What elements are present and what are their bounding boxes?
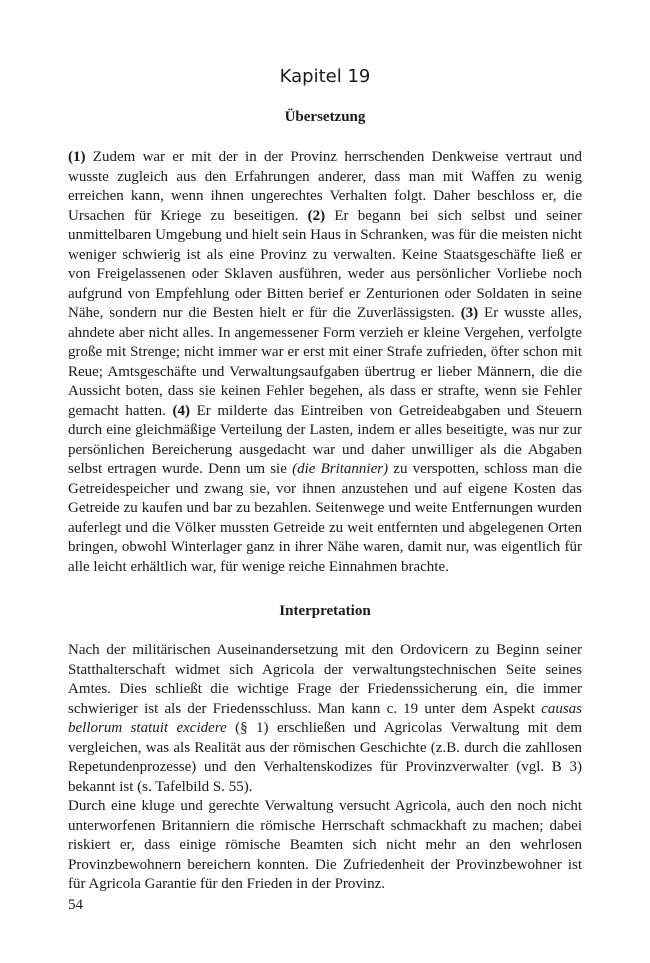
emphasis-text: causas bellorum statuit excidere — [68, 700, 582, 736]
text-run: Er wusste alles, ahndete aber nicht alles. In angemessener Form verzieh er kleine Vergehen, verfolgte große mit Strenge; nicht immer war er erst mit einer Strafe zufrieden, öfter schon mit Reue; Amtsgeschäfte und Verwaltungsaufgaben übertrug er lieber Männern, die die Aussicht boten, dass sie keinen Fehler begehen, als dass er strafte, wenn sie Fehler gemacht hatten. — [68, 305, 583, 419]
emphasis-text: (die Britannier) — [292, 461, 389, 477]
chapter-title: Kapitel 19 — [279, 66, 371, 87]
section-number: (2) — [307, 207, 326, 224]
text-run: Er milderte das Eintreiben von Getreideabgaben und Steuern durch eine gleichmäßige Verteilung der Lasten, indem er alles beseitigte, was nur zur persönlichen Bereicherung ausgedacht war und daher unwilliger als die Abgaben selbst ertragen wurde. Denn um sie — [68, 402, 582, 477]
section-number: (1) — [68, 149, 86, 165]
page-number: 54 — [68, 897, 83, 913]
translation-heading: Übersetzung — [284, 109, 366, 125]
translation-text — [68, 148, 582, 577]
text-run: (§ 1) erschließen und Agricolas Verwaltung mit dem vergleichen, was als Realität aus der römischen Geschichte (z.B. durch die zahllosen Repetundenprozesse) und den Verhaltenskodizes für Provinzverwalter (vgl. B 3) bekannt ist (s. Tafelbild S. 55). — [68, 720, 582, 795]
text-run: Zudem war er mit der in der Provinz herrschenden Denkweise vertraut und wusste zugleich aus den Erfahrungen anderer, dass man mit Waffen zu wenig erreichen kann, wenn ihnen ungerechtes Verhalten folgt. Daher beschloss er, die Ursachen für Kriege zu beseitigen. — [68, 149, 582, 224]
text-run: Durch eine kluge und gerechte Verwaltung versucht Agricola, auch den noch nicht unterworfenen Britanniern die römische Herrschaft schmackhaft zu machen; dabei riskiert er, dass einige römische Beamten sich nicht mehr an den wehrlosen Provinzbewohnern bereichern konnten. Die Zufriedenheit der Provinzbewohner ist für Agricola Garantie für den Frieden in der Provinz. — [68, 798, 582, 892]
section-number: (3) — [460, 305, 479, 321]
text-run: Er begann bei sich selbst und seiner unmittelbaren Umgebung und hielt sein Haus in Schranken, was für die meisten nicht weniger schwierig ist als eine Provinz zu verwalten. Keine Staatsgeschäfte ließ er von Freigelassenen oder Sklaven ausführen, weder aus persönlicher Vorliebe noch aufgrund von Empfehlung oder Bitten berief er Zenturionen oder Soldaten in seine Nähe, sondern nur die Besten hielt er für die Zuverlässigsten. — [68, 207, 582, 321]
text-run: zu verspotten, schloss man die Getreidespeicher und zwang sie, vor ihnen anzustehen und auf eigene Kosten das Getreide zu kaufen und bar zu bezahlen. Seitenwege und weite Entfernungen wurden auferlegt und die Völker mussten Getreide zu weit entfernten und abgelegenen Orten bringen, obwohl Winterlager ganz in ihrer Nähe waren, damit nur, was eigentlich für alle leicht erhältlich war, für wenige reiche Einnahmen brachte. — [68, 461, 582, 575]
text-run: Nach der militärischen Auseinandersetzung mit den Ordovicern zu Beginn seiner Statthalterschaft widmet sich Agricola der verwaltungstechnischen Seite seines Amtes. Dies schließt die wichtige Frage der Friedenssicherung ein, die immer schwieriger ist als der Friedensschluss. Man kann c. 19 unter dem Aspekt — [68, 642, 582, 717]
interpretation-text — [68, 641, 582, 895]
interpretation-heading: Interpretation — [279, 603, 371, 619]
section-number: (4) — [172, 402, 190, 419]
